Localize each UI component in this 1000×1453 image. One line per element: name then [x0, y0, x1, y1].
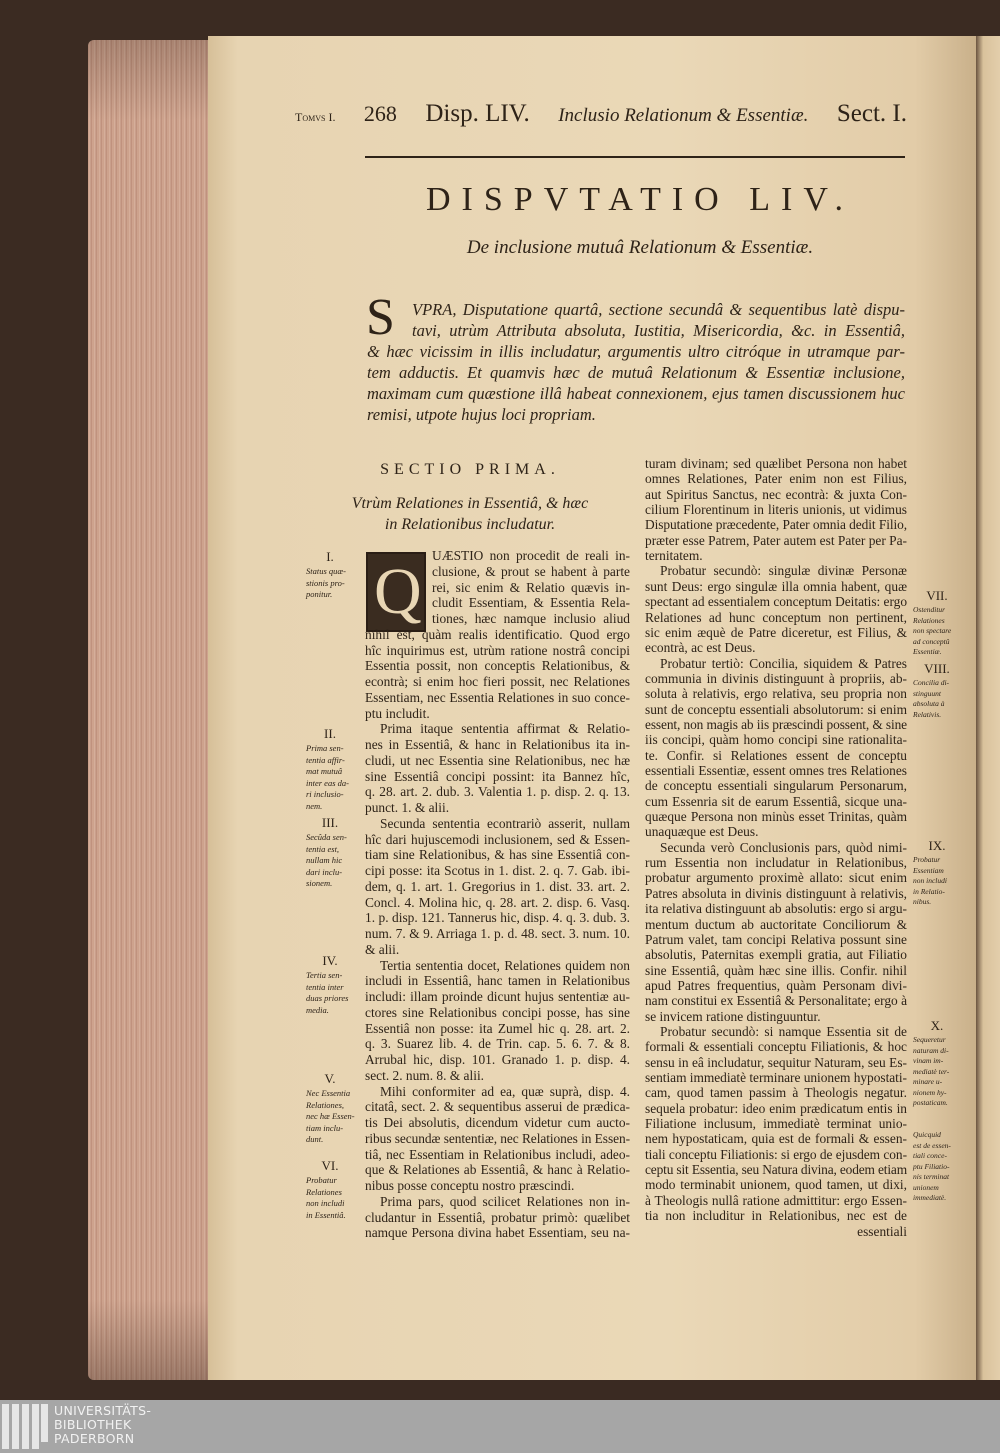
header-rule: [365, 156, 905, 158]
page-number: 268: [363, 101, 397, 126]
column-line: modo terminabit unionem, quod tamen, ut dixi,: [645, 1177, 907, 1193]
column-line: Prima pars, quod scilicet Relationes non in-: [380, 1193, 630, 1209]
margin-note-number: IV.: [322, 953, 338, 968]
column-line: num. 7. & 9. Arriaga 1. p. d. 48. sect. 3. num. 10.: [365, 926, 630, 941]
column-line: Relationes ad hunc conceptum non pertinent,: [645, 609, 907, 625]
column-line: Arrubal hic, disp. 101. Granado 1. p. disp. 4.: [365, 1052, 630, 1067]
margin-note-line: Concilia di-: [913, 678, 950, 687]
column-line: sine Essentiâ concipi possint: ita Bannez hîc,: [365, 768, 630, 784]
column-line: ptu includit.: [365, 705, 430, 721]
margin-note-line: nem.: [306, 800, 323, 811]
column-line: rum Essentia non includatur in Relationibus,: [645, 855, 907, 871]
library-logo-icon: [2, 1404, 48, 1449]
column-line: absolutis, Paternitas exempli gratia, aut Filiatio: [645, 947, 907, 963]
page-edges-shade: [88, 40, 220, 1380]
scan-border: [0, 1380, 1000, 1400]
column-line: citatâ, sect. 2. & sequentibus asserui de prædica-: [365, 1099, 630, 1115]
column-line: econtrà, ac est Deus.: [645, 640, 756, 656]
margin-note-number: IX.: [928, 838, 946, 853]
margin-note-line: nullam hic: [306, 855, 343, 865]
logo-line: PADERBORN: [54, 1431, 135, 1446]
column-line: tiali conceptu Filiationis: si ergo de ejusdem con-: [645, 1146, 907, 1162]
margin-note-number: X.: [930, 1018, 944, 1033]
ornamental-drop-cap: [366, 552, 426, 632]
column-line: essent, non magis ab iis præscindi possent, & sine: [645, 716, 907, 732]
margin-note-line: non spectare: [913, 626, 952, 635]
column-line: sect. 2. num. 8. & alii.: [365, 1067, 485, 1083]
margin-note-line: tiam inclu-: [306, 1122, 344, 1133]
column-line: ribus secundæ sententiæ, nec Relationes in Essen-: [365, 1130, 630, 1146]
column-line: cludit Essentiam, & Essentia Rela-: [432, 595, 630, 611]
header-disp: Disp. LIV.: [425, 100, 530, 127]
column-line: formali & essentiali conceptu Filiationis, & hoc: [645, 1039, 907, 1055]
column-line: à Theologis nullâ ratione admittitur: ergo Essen-: [645, 1192, 907, 1208]
intro-line: & hæc vicissim in illis includatur, argumentis ultro citróque in utramque par-: [367, 342, 905, 361]
column-line: iis concipi, quàm homo concipi sine rationalita-: [645, 732, 907, 748]
column-line: se invicem ratione distinguuntur.: [645, 1008, 821, 1024]
margin-note-line: Essentiam: [913, 865, 944, 875]
column-line: de conceptu essentiali singularum Personarum,: [645, 778, 907, 794]
column-line: cludantur in Essentiâ, probatur primò: quælibet: [365, 1209, 630, 1225]
section-question-line: Vtrùm Relationes in Essentiâ, & hæc: [351, 495, 589, 512]
margin-note-line: Relationes,: [306, 1099, 345, 1110]
column-line: Probatur secundò: singulæ divinæ Personæ: [660, 563, 907, 579]
margin-note-line: Nec Essentia: [306, 1088, 351, 1098]
column-line: clusione, & prout se habent à parte: [432, 563, 630, 579]
margin-note-line: Relativis.: [913, 709, 942, 719]
column-line: turam divinam; sed quælibet Persona non habet: [645, 456, 907, 471]
margin-note-line: immediatè.: [913, 1193, 947, 1202]
margin-note-line: stinguunt: [913, 688, 941, 698]
margin-note-line: nec hæ Essen-: [306, 1111, 355, 1121]
column-line: cipi posse: ita Scotus in 1. dist. 2. q. 7. Gab. ibi-: [365, 863, 630, 878]
column-line: Essentiâ non posse: ita Zumel hic q. 28. art. 2.: [365, 1020, 630, 1036]
header-tomus: Tomvs I.: [295, 110, 336, 124]
column-line: econtrà; si enim hoc fieri possit, nec Relationes: [365, 674, 630, 689]
margin-note-line: mediatè ter-: [913, 1066, 950, 1076]
column-line: Patres absoluta in divinis distinguunt à relativis,: [645, 885, 907, 901]
column-line: Concl. 4. Molina hic, q. 28. art. 2. disp. 6. Vasq.: [365, 894, 630, 910]
column-line: Essentia possit, non conceptis Relationibus, &: [365, 658, 630, 674]
column-line: sine Essentiâ, quàm hæc sine illis. Confir. nihil: [645, 962, 907, 978]
column-line: que & Relationes ab Essentiâ, & hanc à Relatio-: [365, 1162, 630, 1178]
column-line: nem hypostaticam, quia est de formali & essen-: [645, 1131, 907, 1147]
column-line: apud Patres frequentius, quàm Personam divi-: [645, 977, 907, 993]
margin-note-number: III.: [321, 815, 339, 830]
margin-note-number: VI.: [321, 1158, 339, 1173]
column-line: Essentiam, nec Essentia Relationes in suo conce-: [365, 689, 630, 705]
column-line: dem, q. 1. art. 1. Gregorius in 1. dist. 33. art. 2.: [365, 878, 630, 894]
margin-note-line: naturam di-: [913, 1045, 949, 1055]
margin-note-line: postaticam.: [913, 1098, 948, 1107]
column-line: & alii.: [365, 941, 400, 957]
column-line: sic enim æquè de Patre diceretur, est Filius, &: [645, 624, 907, 640]
intro-line: maximam cum quæstione illâ habeat connexionem, ejus tamen discussionem huc: [367, 384, 905, 403]
margin-note-line: tentia inter: [306, 981, 344, 992]
margin-note-line: Prima sen-: [306, 743, 344, 753]
margin-note-line: in Essentiâ.: [306, 1209, 346, 1220]
column-line: sensu in eâ includatur, sequitur Naturam, seu Es-: [645, 1054, 907, 1070]
column-line: cludi, ut nec Essentia sine Relationibus, nec hæ: [365, 752, 630, 768]
page-subtitle: De inclusione mutuâ Relationum & Essentiæ.: [466, 237, 814, 258]
margin-note-line: ptu Filiatio-: [913, 1161, 950, 1171]
facing-page-edge: [976, 36, 1000, 1382]
column-line: cum Essenria sit de earum Essentiâ, sicque una-: [645, 793, 907, 809]
margin-note-line: dari inclu-: [306, 866, 343, 877]
header-section: Sect. I.: [836, 100, 907, 127]
margin-note-line: stionis pro-: [306, 577, 345, 588]
column-line: q. 3. Suarez lib. 4. de Trin. cap. 5. 6. 7. & 8.: [365, 1036, 630, 1052]
column-line: hîc inquirimus est, utrùm ratione nostrâ concipi: [365, 642, 630, 658]
margin-note-line: Relationes: [306, 1186, 342, 1197]
margin-note-line: Status quæ-: [306, 566, 346, 576]
column-line: nihil est, quàm realis identificatio. Quod ergo: [365, 626, 630, 642]
margin-note-line: minare u-: [913, 1077, 943, 1086]
column-line: quæque Persona non minùs esset Trinitas, quàm: [645, 809, 907, 825]
column-line: punct. 1. & alii.: [365, 800, 450, 815]
column-line: ita relativa distinguunt ab absolutis: ergo si argu-: [645, 901, 907, 917]
margin-note-line: Tertia sen-: [306, 970, 343, 980]
column-line: tiâ, nec Essentiam in Relationibus includi, adeo-: [365, 1146, 630, 1162]
column-line: q. 28. art. 2. dub. 3. Valentia 1. p. disp. 2. q. 13.: [365, 784, 630, 800]
margin-note-line: ponitur.: [306, 589, 333, 599]
margin-note-line: ad conceptû: [913, 636, 950, 646]
section-heading: SECTIO PRIMA.: [380, 461, 560, 478]
column-line: nes in Essentiâ, & hanc in Relationibus ita in-: [365, 737, 630, 752]
margin-note-line: nionem hy-: [913, 1087, 947, 1097]
margin-note-line: ri inclusio-: [306, 789, 344, 799]
column-line: tiam sine Relationibus, & has sine Essentiâ con-: [365, 847, 630, 863]
column-line: nam constitui ex Essentiâ & Personalitate; ergo à: [645, 993, 907, 1009]
margin-note-number: V.: [324, 1071, 336, 1086]
column-line: sunt Deus: ergo singulæ illa omnia habent, quæ: [645, 578, 907, 594]
column-line: includi: illam proinde dicunt hujus sententiæ au-: [365, 989, 630, 1004]
margin-note-line: sionem.: [306, 878, 333, 888]
intro-line: tem adductis. Et quamvis hæc de mutuâ Relationum & Essentiæ inclusione,: [367, 363, 905, 382]
intro-drop-cap: S: [366, 289, 395, 346]
drop-cap-letter: Q: [374, 555, 422, 628]
margin-note-line: in Relatio-: [913, 886, 945, 896]
column-line: mentum ductum ab auctoritate Conciliorum &: [645, 916, 907, 932]
column-line: hîc dari hujuscemodi inclusionem, sed & Essen-: [365, 831, 630, 847]
column-line: unaquæque est Deus.: [645, 824, 759, 840]
column-line: ctores sine Relationibus concipi posse, has sine: [365, 1004, 630, 1020]
margin-note-line: vinam im-: [913, 1056, 944, 1065]
column-line: tis Dei absolutis, dicendum videtur cum aucto-: [365, 1115, 630, 1130]
margin-note-line: unionem: [913, 1182, 939, 1192]
margin-note-line: dunt.: [306, 1134, 324, 1144]
column-line: spectant ad essentialem conceptum Deitatis: ergo: [645, 594, 907, 610]
intro-line: tavi, utrùm Attributa absoluta, Iustitia, Misericordia, &c. in Essentiâ,: [412, 321, 905, 340]
column-line: te. Confir. si Relationes essent de conceptu: [645, 747, 907, 763]
column-line: tiones, hæc namque inclusio aliud: [432, 611, 630, 626]
column-line: UÆSTIO non procedit de reali in-: [432, 548, 630, 563]
page-title: DISPVTATIO LIV.: [426, 181, 854, 218]
column-line: Probatur tertiò: Concilia, siquidem & Patres: [660, 655, 907, 671]
column-line: Secunda sententia econtrariò asserit, nullam: [380, 815, 630, 831]
column-line: cam, quod tamen passim à Theologis negatur.: [645, 1085, 907, 1101]
column-line: nibus posse conceptu nostro præscindi.: [365, 1178, 575, 1193]
column-line: ternitatem.: [645, 548, 703, 564]
margin-note-line: nis terminat: [913, 1172, 950, 1181]
column-line: essentiali Essentiæ, essent omnes tres Relationes: [645, 763, 907, 778]
margin-note-line: media.: [306, 1004, 329, 1015]
column-line: soluta à relativis, ergo relativa, seu propria non: [645, 686, 907, 702]
column-line: Disputatione præcedente, Pater omnia dedit Filio,: [645, 517, 907, 533]
column-line: sentiam immediatè terminare unionem hypostati-: [645, 1070, 907, 1085]
margin-note-number: VIII.: [924, 661, 950, 676]
margin-note-line: Sequeretur: [913, 1035, 946, 1044]
margin-note-line: nibus.: [913, 897, 932, 906]
margin-note-line: inter eas da-: [306, 777, 349, 788]
margin-note-line: Probatur: [913, 855, 941, 864]
column-line: Filiatione inclusum, immediatè terminat unio-: [645, 1116, 907, 1132]
margin-note-line: Quicquid: [913, 1130, 941, 1139]
running-title: Inclusio Relationum & Essentiæ.: [558, 105, 809, 126]
margin-note-line: tentia affir-: [306, 754, 345, 765]
column-line: sunt de conceptu essentiali absolutorum: si enim: [645, 701, 907, 717]
margin-note-line: non includi: [913, 876, 947, 885]
margin-note-line: Secûda sen-: [306, 832, 347, 842]
column-line: rei, sic enim & Relatio quævis in-: [432, 579, 630, 595]
column-line: Prima itaque sententia affirmat & Relatio-: [380, 721, 630, 737]
column-line: cilium Florentinum in literis unionis, ut vidimus: [645, 502, 907, 518]
margin-note-line: mat mutuâ: [306, 766, 343, 776]
column-line: essentiali: [857, 1223, 907, 1239]
column-line: ceptu sit Essentia, seu Natura divina, eodem etiam: [645, 1162, 907, 1178]
margin-note-line: duas priores: [306, 993, 349, 1003]
column-line: sequela probatur: ideo enim prædicatum entis in: [645, 1100, 907, 1116]
column-line: probatur argumento proximè allato: sicut enim: [645, 870, 907, 886]
section-question-line: in Relationibus includatur.: [384, 516, 556, 533]
margin-note-number: II.: [324, 726, 336, 741]
margin-note-line: tiali conce-: [913, 1151, 947, 1160]
column-line: namque Persona divina habet Essentiam, seu na-: [365, 1225, 630, 1241]
margin-note-line: Probatur: [306, 1175, 337, 1185]
margin-note-line: Ostenditur: [913, 605, 946, 614]
column-line: aut Spiritus Sanctus, nec econtrà: & juxta Con-: [645, 486, 907, 502]
library-logo-text: [54, 1404, 151, 1446]
margin-note-number: I.: [326, 549, 334, 564]
column-line: 1. p. disp. 121. Tannerus hic, disp. 4. q. 3. dub. 3.: [365, 910, 630, 926]
column-line: Secunda verò Conclusionis pars, quòd nimi-: [660, 839, 907, 855]
column-line: omnes Relationes, Pater enim non est Filius,: [645, 471, 907, 487]
column-line: Patrum valet, tam concipi Relativa possunt sine: [645, 931, 907, 947]
column-line: tia non includitur in Relationibus, nec est de: [645, 1208, 907, 1224]
column-line: Tertia sententia docet, Relationes quidem non: [380, 957, 630, 973]
margin-note-line: Relationes: [913, 615, 945, 625]
margin-note-line: Essentiæ.: [913, 647, 942, 656]
margin-note-number: VII.: [926, 588, 948, 603]
column-line: præter esse Patrem, Pater autem est Pater per Pa-: [645, 532, 907, 548]
margin-note-line: est de essen-: [913, 1140, 951, 1150]
margin-note-line: absoluta à: [913, 699, 945, 708]
intro-line: remisi, utpote hujus loci propriam.: [367, 405, 596, 424]
running-header: [295, 100, 907, 134]
column-line: includi in Essentiâ, hanc tamen in Relationibus: [365, 973, 630, 989]
margin-note-line: tentia est,: [306, 843, 340, 854]
margin-note-line: non includi: [306, 1198, 345, 1208]
logo-line: BIBLIOTHEK: [54, 1417, 132, 1432]
intro-line: VPRA, Disputatione quartâ, sectione secundâ & sequentibus latè dispu-: [412, 300, 905, 319]
column-line: communia in divinis distinguunt à propriis, ab-: [645, 670, 907, 686]
logo-line: UNIVERSITÄTS-: [54, 1403, 152, 1418]
column-line: Probatur secundò: si namque Essentia sit de: [660, 1023, 907, 1039]
column-line: Mihi conformiter ad ea, quæ suprà, disp. 4.: [380, 1083, 630, 1099]
